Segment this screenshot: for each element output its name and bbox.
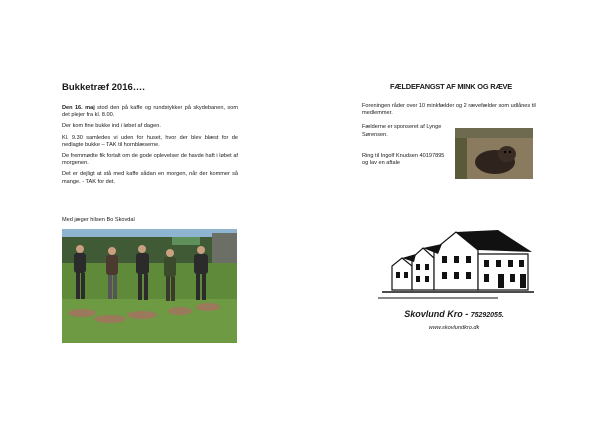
house-drawing	[378, 228, 534, 306]
kro-phone: 75292055.	[470, 312, 504, 319]
paragraph-5: Det er dejligt at stå med kaffe sådan en morgen, når der kommer så mange. - TAK for det.	[62, 171, 238, 185]
trap-paragraph-2: Fælderne er sponseret af Lynge Sørensen.	[362, 124, 442, 138]
date-bold: Den 16. maj	[62, 105, 95, 111]
kro-url[interactable]: www.skovlundkro.dk	[428, 325, 480, 331]
paragraph-1-text: stod den på kaffe og rundstykker på skydebanen, som det plejer fra kl. 8.00.	[62, 105, 238, 119]
paragraph-2: Der kom fine bukke ind i løbet af dagen.	[62, 123, 161, 130]
article-title: Bukketræf 2016….	[62, 82, 145, 93]
hunters-photo	[62, 229, 237, 343]
signature: Med jæger hilsen Bo Skovdal	[62, 217, 135, 223]
left-column	[62, 82, 238, 190]
trap-paragraph-3: Ring til Ingolf Knudsen 40197895 og lav en aftale	[362, 152, 445, 167]
paragraph-1	[62, 105, 238, 119]
kro-title: Skovlund Kro -	[404, 309, 471, 319]
trap-paragraph-1: Foreningen råder over 10 minkfælder og 2 rævefælder som udlånes til medlemmer.	[362, 103, 536, 117]
trap-title: FÆLDEFANGST AF MINK OG RÆVE	[389, 82, 513, 91]
kro-name	[380, 309, 528, 319]
paragraph-4: De fremmødte fik fortalt om de gode oplevelser de havde haft i løbet af morgenen.	[62, 153, 238, 167]
paragraph-3: Kl. 9.30 samledes vi uden for huset, hvor der blev blæst for de nedlagte bukke – TAK til hornblæserne.	[62, 134, 238, 148]
mink-photo	[455, 128, 533, 179]
